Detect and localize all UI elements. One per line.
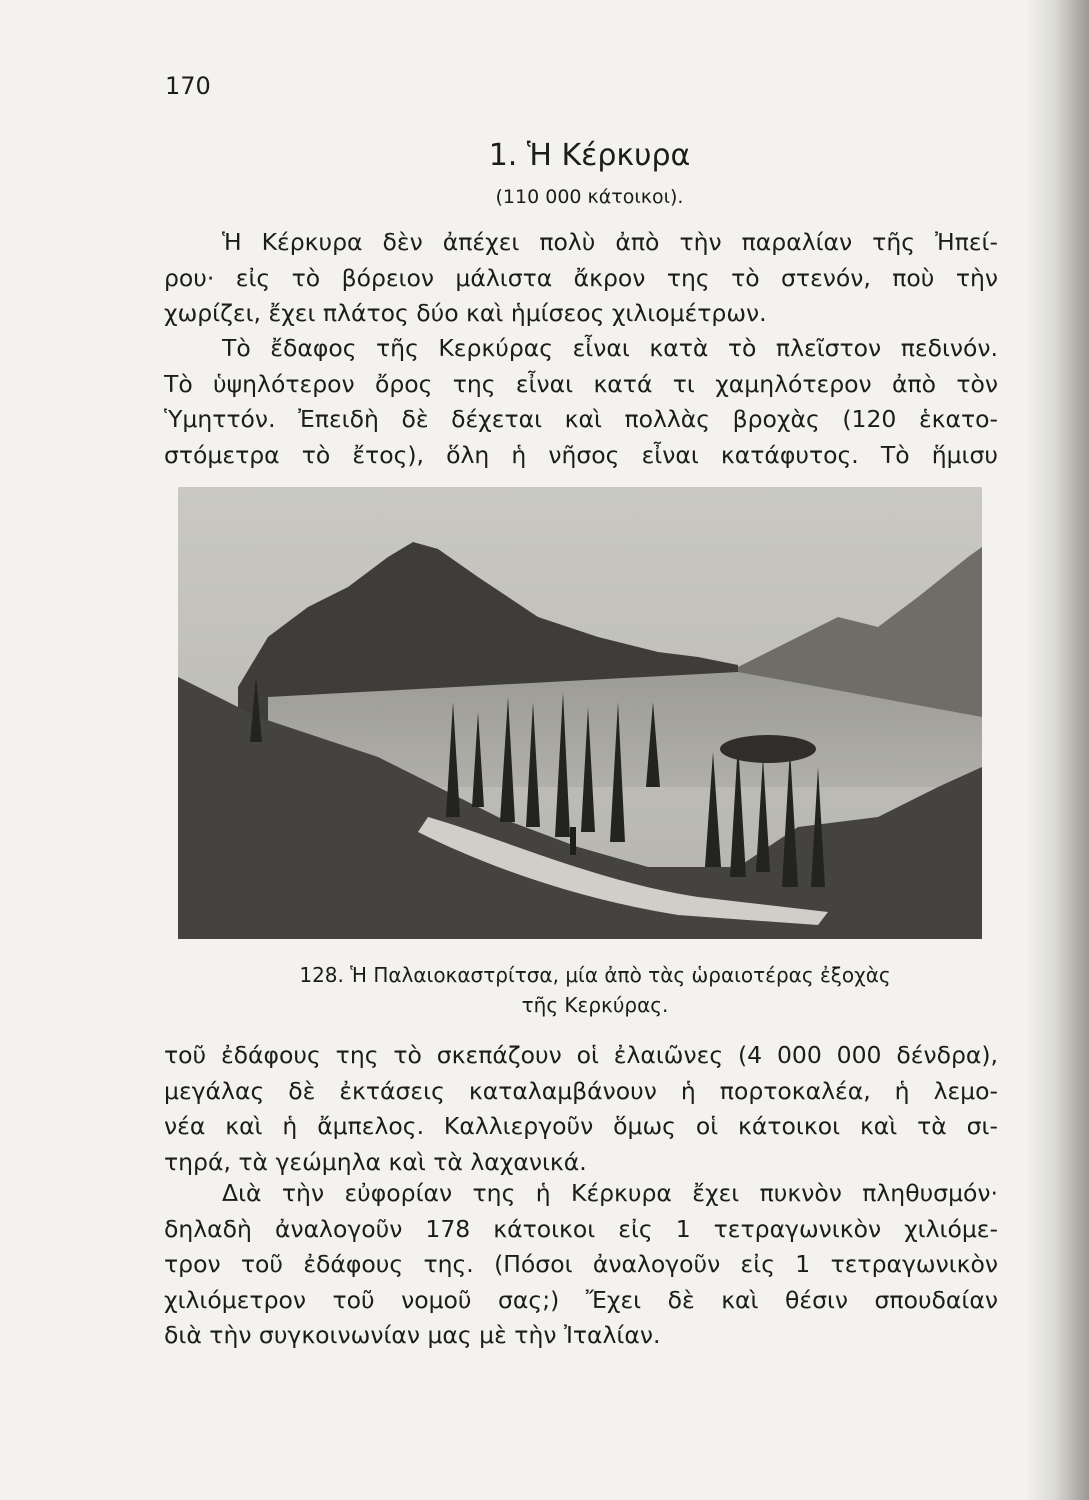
text-line: τρον τοῦ ἐδάφους της. (Πόσοι ἀναλογοῦν εἰς 1 τετραγωνικὸν — [164, 1250, 998, 1278]
text-line: δηλαδὴ ἀναλογοῦν 178 κάτοικοι εἰς 1 τετραγωνικὸν χιλιόμε- — [164, 1214, 998, 1243]
text-line: Τὸ ἔδαφος τῆς Κερκύρας εἶναι κατὰ τὸ πλεῖστον πεδινόν. — [222, 334, 998, 362]
text-line: μεγάλας δὲ ἐκτάσεις καταλαμβάνουν ἡ πορτοκαλέα, ἡ λεμο- — [164, 1076, 998, 1105]
text-line: Τὸ ὑψηλότερον ὄρος της εἶναι κατά τι χαμηλότερον ἀπὸ τὸν — [164, 369, 998, 398]
landscape-illustration — [178, 487, 982, 939]
paragraph-terrain — [164, 331, 998, 473]
text-line: στόμετρα τὸ ἔτος), ὅλη ἡ νῆσος εἶναι κατάφυτος. Τὸ ἥμισυ — [164, 440, 998, 469]
text-line: τοῦ ἐδάφους της τὸ σκεπάζουν οἱ ἐλαιῶνες (4 000 000 δένδρα), — [164, 1041, 998, 1069]
text-line: Διὰ τὴν εὐφορίαν της ἡ Κέρκυρα ἔχει πυκνὸν πληθυσμόν· — [222, 1179, 998, 1207]
chapter-title: 1. Ἡ Κέρκυρα — [488, 138, 691, 173]
photo-paleokastritsa — [178, 487, 982, 939]
figure-caption — [230, 960, 960, 1020]
caption-line: τῆς Κερκύρας. — [521, 993, 669, 1017]
page-gutter-shadow — [1025, 0, 1089, 1500]
text-line: Ἡ Κέρκυρα δὲν ἀπέχει πολὺ ἀπὸ τὴν παραλίαν τῆς Ἠπεί- — [222, 228, 998, 256]
population-note: (110 000 κάτοικοι). — [495, 186, 684, 208]
text-line: νέα καὶ ἡ ἄμπελος. Καλλιεργοῦν ὅμως οἱ κάτοικοι καὶ τὰ σι- — [164, 1112, 998, 1140]
paragraph-population — [164, 1176, 998, 1354]
paragraph-location — [164, 225, 998, 332]
islet — [720, 735, 816, 763]
text-line: διὰ τὴν συγκοινωνίαν μας μὲ τὴν Ἰταλίαν. — [164, 1321, 661, 1349]
text-line: χιλιόμετρον τοῦ νομοῦ σας;) Ἔχει δὲ καὶ θέσιν σπουδαίαν — [164, 1285, 998, 1314]
figure-on-road — [570, 827, 576, 855]
text-line: ρου· εἰς τὸ βόρειον μάλιστα ἄκρον της τὸ στενόν, ποὺ τὴν — [164, 263, 998, 292]
page-number: 170 — [165, 72, 211, 100]
text-line: Ὑμηττόν. Ἐπειδὴ δὲ δέχεται καὶ πολλὰς βροχὰς (120 ἑκατο- — [164, 405, 998, 433]
text-line: χωρίζει, ἔχει πλάτος δύο καὶ ἡμίσεος χιλιομέτρων. — [164, 299, 767, 327]
paragraph-crops — [164, 1038, 998, 1180]
caption-line: 128. Ἡ Παλαιοκαστρίτσα, μία ἀπὸ τὰς ὡραιοτέρας ἐξοχὰς — [299, 963, 891, 987]
text-line: τηρά, τὰ γεώμηλα καὶ τὰ λαχανικά. — [164, 1147, 587, 1176]
